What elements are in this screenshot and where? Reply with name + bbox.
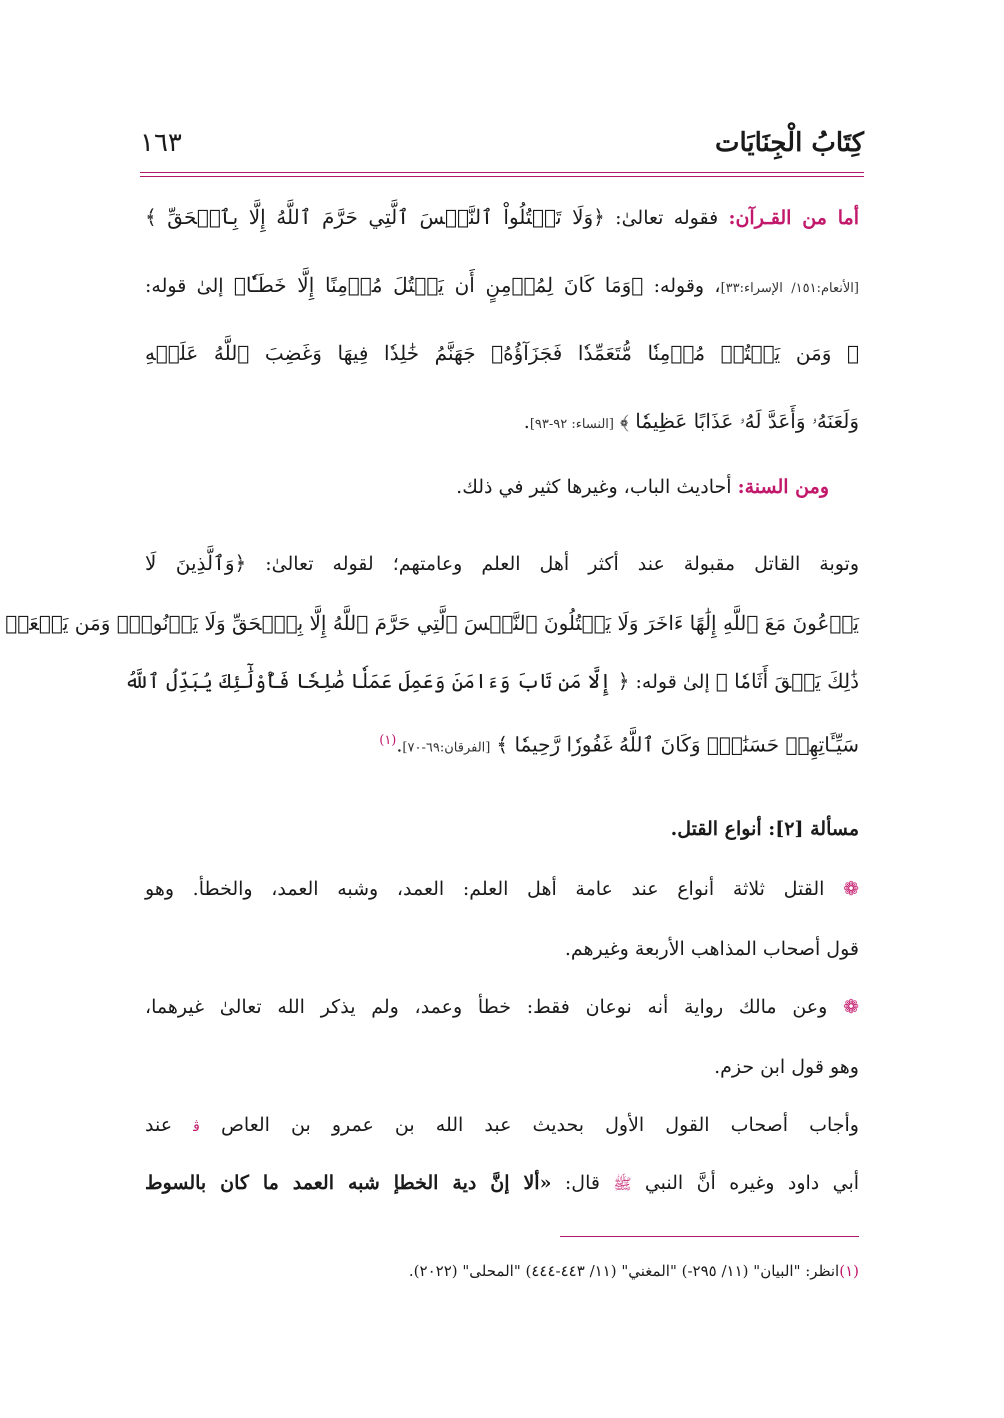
sunnah-label: ومن السنة:: [737, 476, 829, 498]
honorific-salla-icon: ﷺ: [613, 1175, 632, 1193]
p1-period: .: [523, 411, 530, 433]
verse-furqan-start: ﴿وَٱلَّذِينَ لَا: [145, 551, 247, 575]
issue-title: أنواع القتل.: [670, 818, 762, 840]
p3-line-4: [145, 724, 859, 760]
p4-l2-text: أبي داود وغيره أنَّ النبي: [644, 1172, 860, 1194]
honorific-radiallah-icon: ﭬ: [193, 1119, 200, 1135]
p3-line-1: [145, 546, 859, 582]
verse-furqan-70-end: سَيِّـَٔاتِهِمۡ حَسَنَٰتٖۗ وَكَانَ ٱللَّهُ غَفُورٗا رَّحِيمٗا ﴾: [496, 732, 859, 757]
page-header: [140, 128, 864, 168]
p3-period: .: [396, 734, 403, 757]
footnote-text: انظر: "البيان" (١١/ ٢٩٥-) "المغني" (١١/ ٤٤٣-٤٤٤) "المحلى" (٢٠٢٢).: [408, 1262, 840, 1280]
bullet-2-line-1: [145, 990, 859, 1026]
verse-ref-anam: [الأنعام:١٥١/ الإسراء:٣٣]: [720, 281, 859, 296]
p4-l2-said: قال:: [564, 1172, 600, 1194]
p1-l2-until: إلىٰ قوله:: [145, 275, 224, 297]
p1-l1-text: فقوله تعالىٰ:: [615, 207, 719, 229]
bullet-1-line-2: [145, 932, 859, 968]
bullet-1-text-2: قول أصحاب المذاهب الأربعة وغيرهم.: [564, 938, 859, 960]
issue-label: مسألة [٢]:: [768, 818, 859, 840]
verse-furqan-68: يَدۡعُونَ مَعَ ٱللَّهِ إِلَٰهًا ءَاخَرَ وَلَا يَقۡتُلُونَ ٱلنَّفۡسَ ٱلَّتِي حَرَّمَ ٱللَّهُ إِلَّا بِٱلۡحَقِّ وَلَا يَزۡنُونَۚ وَمَن يَفۡعَلۡ: [5, 611, 859, 635]
bullet-2-text-2: وهو قول ابن حزم.: [714, 1056, 859, 1078]
flower-ornament-icon: ❁: [843, 996, 859, 1018]
p2-text: أحاديث الباب، وغيرها كثير في ذلك.: [456, 476, 732, 498]
footnote-marker[interactable]: (١): [379, 733, 397, 748]
verse-nisa-93: ﴿ وَمَن يَقۡتُلۡ مُؤۡمِنٗا مُّتَعَمِّدٗا فَجَزَآؤُهُۥ جَهَنَّمُ خَٰلِدٗا فِيهَا وَغَضِبَ ٱللَّهُ عَلَيۡهِ: [145, 341, 859, 365]
flower-ornament-icon: ❁: [843, 878, 859, 900]
p4-line-2: [145, 1166, 859, 1202]
quran-label: أما من القـرآن:: [728, 207, 860, 229]
page-number: ١٦٣: [140, 128, 182, 158]
header-rule-top: [140, 172, 864, 173]
p4-l1-text: وأجاب أصحاب القول الأول بحديث عبد الله بن عمرو بن العاص: [220, 1114, 859, 1136]
footnote-number: (١): [839, 1262, 859, 1280]
p3-line-2: [5, 606, 859, 642]
bullet-1-line-1: [145, 872, 859, 908]
footnote: [145, 1262, 859, 1280]
p4-line-1: [145, 1108, 859, 1144]
bullet-1-text: القتل ثلاثة أنواع عند عامة أهل العلم: العمد، وشبه العمد، والخطأ. وهو: [145, 878, 825, 900]
p3-line-3: [124, 664, 859, 700]
verse-anam: ﴿وَلَا تَقۡتُلُواْ ٱلنَّفۡسَ ٱلَّتِي حَرَّمَ ٱللَّهُ إِلَّا بِٱلۡحَقِّ ﴾: [145, 205, 605, 229]
verse-furqan-70: ﴿ إِلَّا مَن تَابَ وَءَامَنَ وَعَمِلَ عَمَلٗا صَٰلِحٗا فَأُوْلَٰٓئِكَ يُبَدِّلُ ٱللَّهُ: [124, 669, 630, 693]
verse-nisa-93-end: وَلَعَنَهُۥ وَأَعَدَّ لَهُۥ عَذَابًا عَظِيمٗا ﴾: [620, 409, 859, 433]
p1-line-2: [145, 268, 859, 304]
p1-line-3: [145, 336, 859, 372]
book-title: كِتَابُ الْجِنَايَات: [714, 128, 864, 158]
bullet-2-text: وعن مالك رواية أنه نوعان فقط: خطأ وعمد، ولم يذكر الله تعالىٰ غيرهما،: [145, 996, 828, 1018]
verse-nisa-92: ﴿وَمَا كَانَ لِمُؤۡمِنٍ أَن يَقۡتُلَ مُؤۡمِنًا إِلَّا خَطَـٔٗا﴾: [233, 273, 644, 297]
verse-furqan-68-end: ذَٰلِكَ يَلۡقَ أَثَامٗا ﴾: [715, 669, 859, 693]
p3-l1-text: وتوبة القاتل مقبولة عند أكثر أهل العلم وعامتهم؛ لقوله تعالىٰ:: [265, 553, 860, 575]
verse-ref-furqan: [الفرقان:٦٩-٧٠]: [402, 740, 491, 756]
p1-line-1: [145, 200, 859, 236]
p1-l2-text: ، وقوله:: [653, 275, 721, 297]
p3-l3-until: إلىٰ قوله:: [635, 671, 710, 693]
p1-line-4: [145, 404, 859, 440]
hadith-quote: «ألا إنَّ دية الخطإ شبه العمد ما كان بالسوط: [145, 1172, 552, 1194]
header-rule-bottom: [140, 176, 864, 177]
issue-heading: [145, 812, 859, 848]
verse-ref-nisa: [النساء: ٩٢-٩٣]: [529, 417, 614, 432]
bullet-2-line-2: [145, 1050, 859, 1086]
p4-l1-end: عند: [145, 1114, 173, 1136]
footnote-rule: [560, 1236, 859, 1237]
p2-line: [145, 470, 829, 506]
